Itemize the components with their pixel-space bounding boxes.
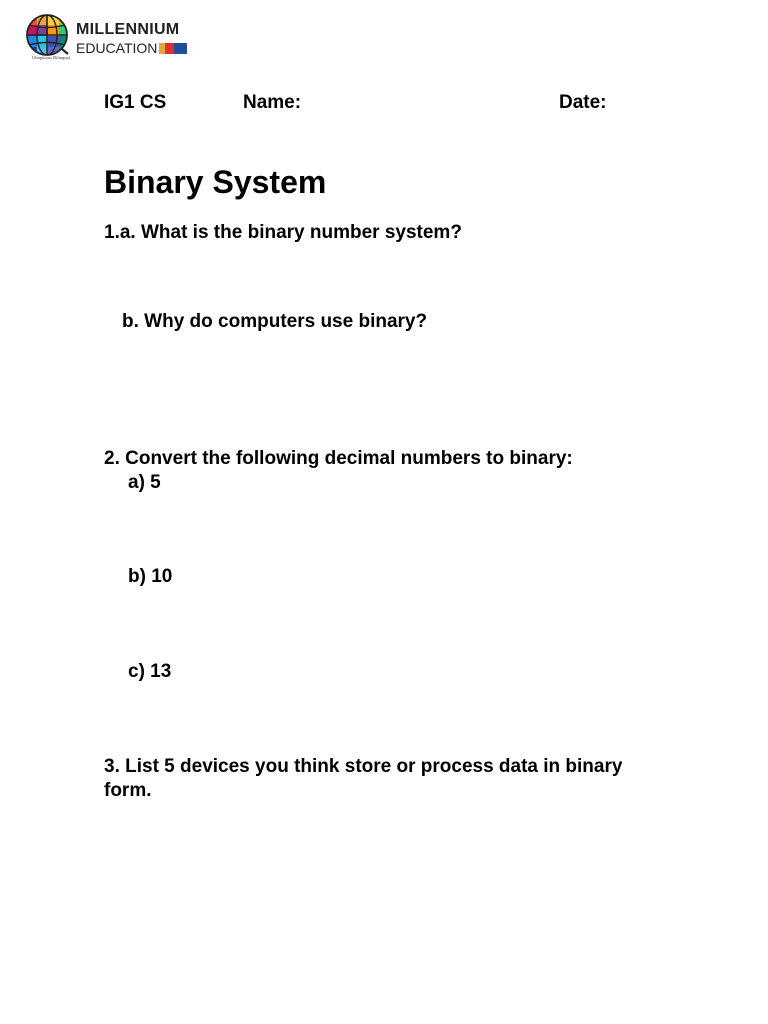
page-title: Binary System: [104, 164, 327, 200]
question-3: 3. List 5 devices you think store or process data in binary form.: [104, 756, 623, 801]
logo-color-bars: [159, 43, 187, 54]
date-label: Date:: [559, 92, 607, 113]
name-label: Name:: [243, 92, 302, 113]
logo-bar-red: [165, 43, 174, 54]
question-2-item-c: c) 13: [128, 661, 172, 682]
worksheet-header: [104, 92, 664, 118]
logo-brand-name: MILLENNIUM: [76, 21, 180, 38]
class-label: IG1 CS: [104, 92, 167, 113]
logo-brand-sub-text: EDUCATION: [76, 40, 158, 56]
school-logo: [24, 12, 204, 64]
question-2-item-b: b) 10: [128, 566, 173, 587]
logo-bar-blue: [174, 43, 187, 54]
question-2-item-a: a) 5: [128, 472, 161, 493]
question-1b: b. Why do computers use binary?: [122, 311, 428, 332]
logo-tagline: Ubiquitous Bilingual: [32, 55, 70, 60]
question-2: 2. Convert the following decimal numbers to binary:: [104, 448, 573, 469]
logo-brand-sub: [76, 41, 187, 55]
question-1a: 1.a. What is the binary number system?: [104, 222, 462, 243]
globe-icon: [26, 14, 70, 58]
